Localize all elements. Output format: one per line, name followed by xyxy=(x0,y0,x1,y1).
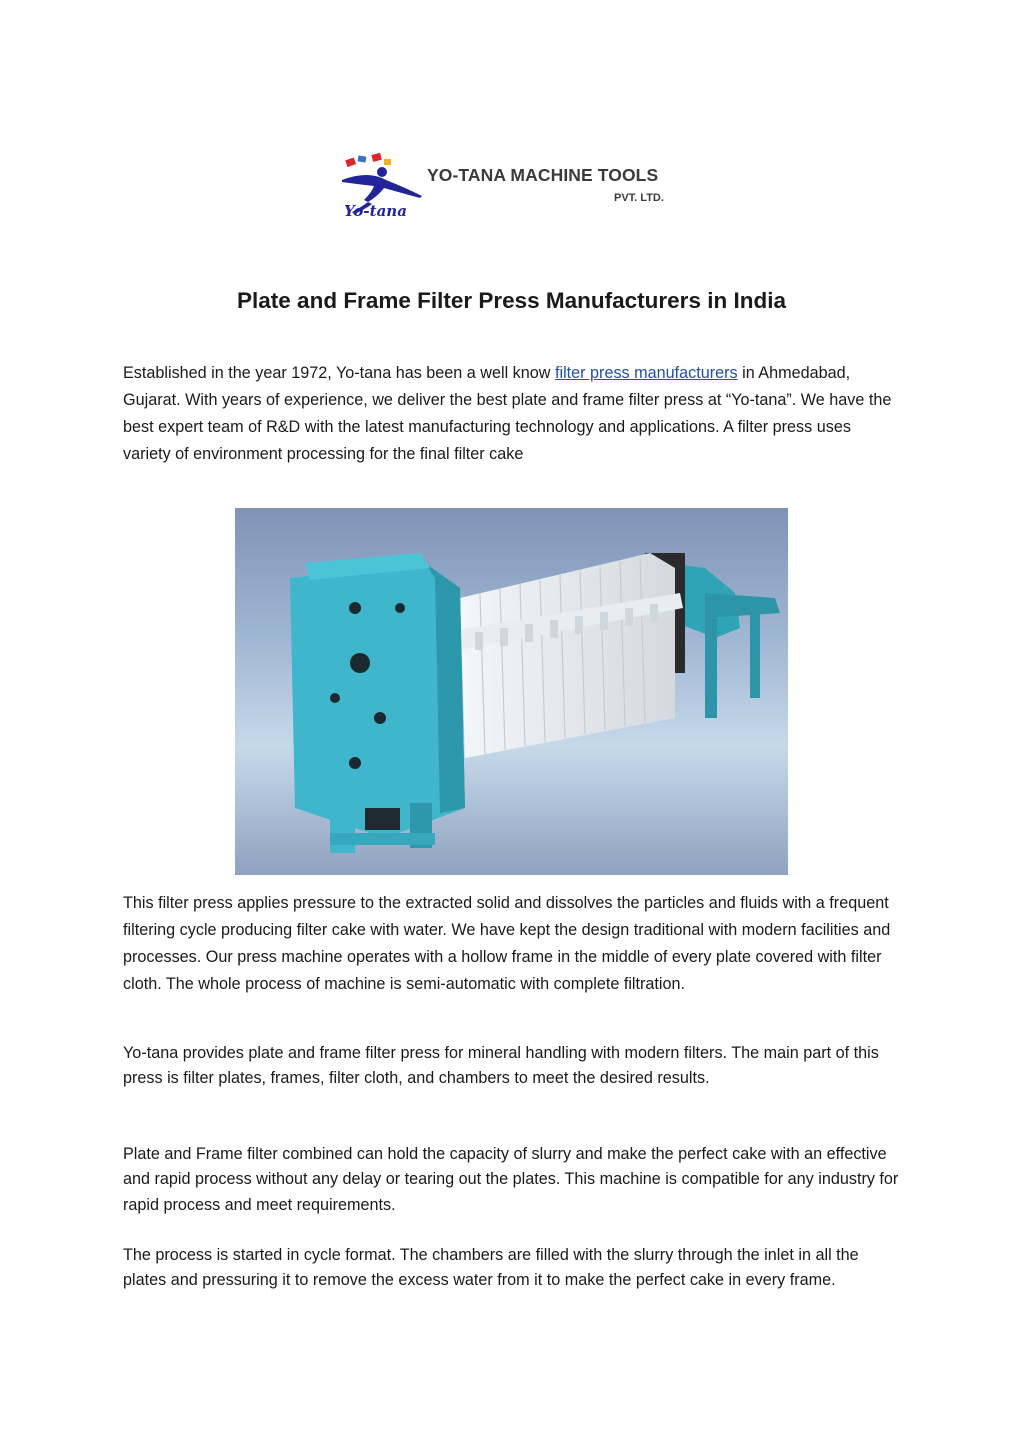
intro-text-after-link: in Ahmedabad, Gujarat. With years of experience, we deliver the best plate and frame filter press at “Yo-tana”. We have the best expert team of R&D with the latest manufacturing technology and applications. A filter press uses variety of environment processing for the final filter cake xyxy=(123,364,892,463)
yotana-figure-icon xyxy=(338,150,428,220)
filter-press-manufacturers-link[interactable]: filter press manufacturers xyxy=(554,364,738,382)
logo-mark-text: Yo-tana xyxy=(344,202,407,220)
company-suffix: PVT. LTD. xyxy=(614,192,664,204)
paragraph-capacity: Plate and Frame filter combined can hold the capacity of slurry and make the perfect cake with an effective and rapid process without any delay or tearing out the plates. This machine is compatible for any industry for rapid process and meet requirements. xyxy=(123,1145,899,1214)
intro-paragraph xyxy=(123,360,903,468)
company-logo xyxy=(338,150,683,220)
paragraph-cycle: The process is started in cycle format. The chambers are filled with the slurry through the inlet in all the plates and pressuring it to remove the excess water from it to make the perfect cake in every frame. xyxy=(123,1246,859,1290)
paragraph-process-overview: This filter press applies pressure to the extracted solid and dissolves the particles and fluids with a frequent filtering cycle producing filter cake with water. We have kept the design traditional with modern facilities and processes. Our press machine operates with a hollow frame in the middle of every plate covered with filter cloth. The whole process of machine is semi-automatic with complete filtration. xyxy=(123,894,891,993)
company-name: YO-TANA MACHINE TOOLS xyxy=(427,165,659,185)
page-title: Plate and Frame Filter Press Manufacturers in India xyxy=(237,288,786,313)
intro-text-before-link: Established in the year 1972, Yo-tana has been a well know xyxy=(123,364,555,382)
paragraph-main-parts: Yo-tana provides plate and frame filter press for mineral handling with modern filters. The main part of this press is filter plates, frames, filter cloth, and chambers to meet the desired results. xyxy=(123,1044,879,1088)
filter-press-photo xyxy=(235,508,788,875)
